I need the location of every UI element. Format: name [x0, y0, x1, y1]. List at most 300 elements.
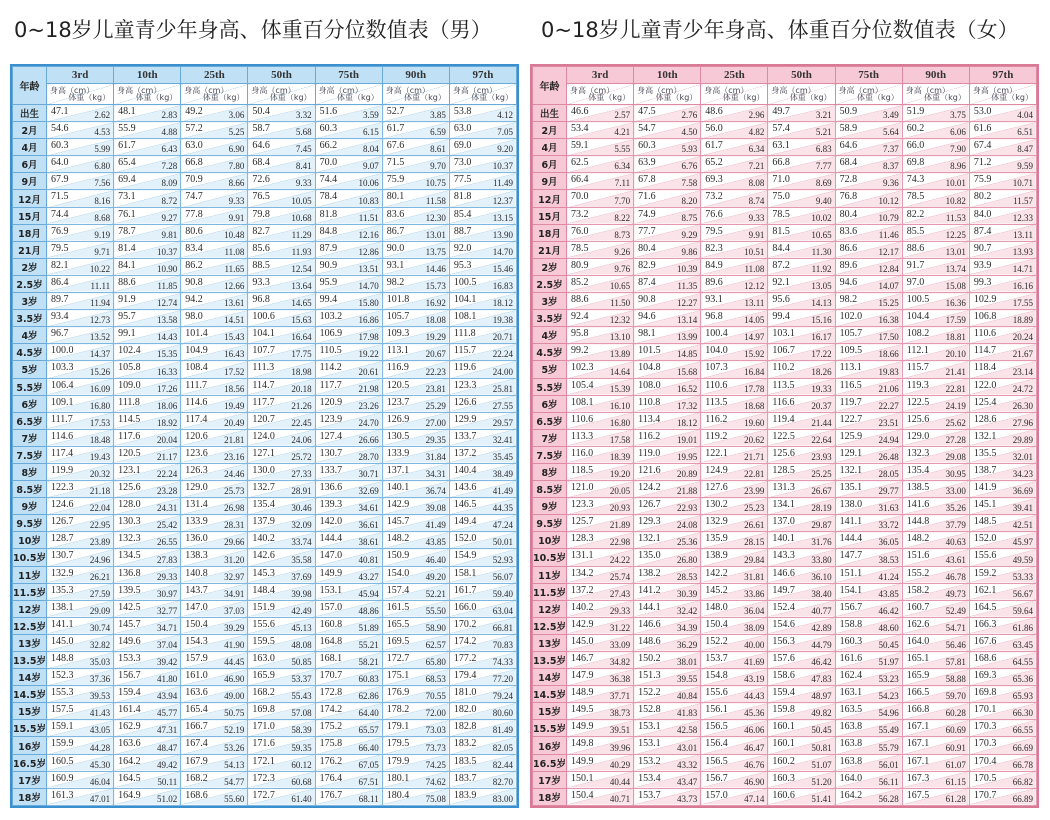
- value-cell: [181, 532, 248, 549]
- table-row: [533, 207, 1037, 224]
- value-cell: [969, 412, 1036, 429]
- weight-value: 29.33: [609, 605, 631, 616]
- height-value: 165.1: [906, 653, 930, 664]
- weight-value: 18.92: [157, 417, 178, 428]
- weight-value: 83.00: [492, 794, 513, 804]
- height-value: 124.6: [51, 499, 74, 511]
- weight-value: 9.33: [228, 195, 245, 206]
- height-value: 126.7: [51, 516, 74, 528]
- table-row: [13, 310, 517, 327]
- weight-value: 33.00: [945, 486, 966, 497]
- height-value: 78.7: [118, 225, 136, 237]
- value-cell: [969, 139, 1036, 156]
- value-cell: [634, 669, 701, 686]
- weight-value: 54.96: [878, 708, 899, 719]
- value-cell: [634, 378, 701, 395]
- weight-value: 37.36: [89, 674, 111, 685]
- value-cell: [248, 429, 315, 446]
- height-value: 132.1: [973, 430, 997, 442]
- weight-unit-label: 体重（kg）: [991, 93, 1033, 102]
- height-value: 133.7: [453, 430, 477, 442]
- value-cell: [449, 463, 516, 480]
- weight-value: 4.21: [614, 127, 631, 138]
- weight-value: 19.60: [744, 417, 765, 428]
- weight-value: 10.90: [157, 263, 178, 274]
- age-label: 9.5岁: [13, 515, 47, 532]
- height-value: 106.7: [772, 345, 795, 357]
- weight-value: 10.65: [811, 229, 832, 240]
- weight-value: 38.49: [492, 469, 513, 480]
- weight-value: 77.20: [492, 674, 513, 685]
- height-value: 85.5: [906, 225, 925, 237]
- table-row: [13, 190, 517, 207]
- value-cell: [701, 173, 768, 190]
- value-cell: [701, 498, 768, 515]
- value-cell: [114, 344, 181, 361]
- height-value: 81.8: [319, 208, 338, 220]
- height-value: 149.9: [571, 721, 594, 733]
- weight-value: 23.16: [224, 451, 245, 462]
- value-cell: [567, 190, 634, 207]
- weight-value: 82.70: [492, 776, 513, 787]
- weight-value: 24.08: [677, 520, 698, 531]
- weight-value: 16.16: [1012, 281, 1033, 292]
- value-cell: [969, 566, 1036, 583]
- weight-value: 53.33: [1012, 571, 1033, 582]
- value-cell: [114, 720, 181, 737]
- height-value: 81.5: [772, 225, 790, 237]
- weight-value: 24.46: [224, 469, 245, 480]
- weight-value: 46.40: [425, 554, 446, 565]
- value-cell: [315, 600, 382, 617]
- age-label: 13.5岁: [533, 652, 567, 669]
- value-cell: [902, 156, 969, 173]
- height-unit-label: 身高（cm）: [704, 86, 749, 95]
- value-cell: [701, 634, 768, 651]
- height-value: 128.0: [118, 499, 141, 511]
- height-value: 94.2: [185, 294, 203, 306]
- value-cell: [969, 190, 1036, 207]
- height-value: 134.1: [772, 499, 795, 511]
- height-value: 155.3: [51, 687, 74, 699]
- weight-value: 55.49: [878, 725, 899, 736]
- weight-value: 11.51: [358, 212, 379, 223]
- height-value: 120.7: [252, 413, 275, 425]
- value-cell: [768, 258, 835, 275]
- table-row: [13, 703, 517, 720]
- height-value: 71.5: [386, 157, 405, 169]
- value-cell: [47, 122, 114, 139]
- weight-value: 18.08: [425, 315, 446, 326]
- weight-value: 26.55: [157, 537, 178, 548]
- height-value: 122.1: [705, 447, 728, 459]
- age-label: 9岁: [13, 498, 47, 515]
- height-value: 63.0: [453, 123, 472, 135]
- height-value: 57.4: [772, 123, 790, 135]
- height-value: 100.0: [51, 345, 74, 357]
- value-cell: [315, 293, 382, 310]
- unit-header-cell: [248, 84, 315, 105]
- weight-value: 56.07: [492, 571, 513, 582]
- value-cell: [835, 498, 902, 515]
- value-cell: [248, 275, 315, 292]
- height-value: 139.5: [118, 584, 141, 596]
- height-value: 116.2: [638, 430, 661, 442]
- value-cell: [902, 498, 969, 515]
- value-cell: [768, 600, 835, 617]
- value-cell: [47, 771, 114, 788]
- value-cell: [634, 652, 701, 669]
- value-cell: [114, 446, 181, 463]
- height-value: 172.3: [252, 772, 275, 784]
- age-label: 2月: [13, 122, 47, 139]
- value-cell: [768, 275, 835, 292]
- weight-value: 46.76: [744, 759, 765, 770]
- weight-value: 8.69: [815, 178, 832, 189]
- value-cell: [768, 771, 835, 788]
- value-cell: [315, 771, 382, 788]
- weight-value: 15.35: [157, 349, 178, 360]
- height-value: 160.3: [839, 635, 863, 647]
- value-cell: [181, 122, 248, 139]
- height-value: 54.7: [638, 123, 656, 135]
- height-value: 119.0: [638, 447, 661, 459]
- weight-value: 50.45: [811, 725, 832, 736]
- weight-value: 44.28: [89, 742, 111, 753]
- value-cell: [181, 395, 248, 412]
- height-value: 132.9: [705, 516, 728, 528]
- value-cell: [701, 617, 768, 634]
- weight-value: 5.64: [882, 127, 899, 138]
- height-value: 151.9: [252, 601, 275, 613]
- value-cell: [248, 515, 315, 532]
- weight-value: 60.83: [358, 674, 379, 685]
- weight-value: 7.90: [950, 144, 966, 155]
- weight-value: 5.21: [815, 127, 832, 138]
- weight-value: 10.48: [224, 229, 245, 240]
- weight-value: 12.74: [157, 298, 178, 309]
- weight-value: 49.42: [157, 759, 178, 770]
- height-value: 77.8: [185, 208, 203, 220]
- value-cell: [902, 395, 969, 412]
- height-value: 131.4: [185, 499, 208, 511]
- value-cell: [567, 207, 634, 224]
- weight-value: 40.77: [811, 605, 832, 616]
- height-value: 76.5: [252, 191, 270, 203]
- height-value: 135.1: [839, 482, 863, 494]
- value-cell: [902, 224, 969, 241]
- weight-value: 29.89: [1012, 434, 1033, 445]
- weight-value: 13.99: [677, 332, 698, 343]
- weight-value: 40.71: [609, 794, 631, 804]
- age-label: 15月: [13, 207, 47, 224]
- height-value: 163.0: [252, 653, 275, 664]
- weight-value: 7.11: [614, 178, 631, 189]
- age-label: 7岁: [13, 429, 47, 446]
- value-cell: [382, 207, 449, 224]
- weight-value: 9.20: [497, 144, 513, 155]
- value-cell: [835, 207, 902, 224]
- weight-value: 16.80: [89, 400, 111, 411]
- value-cell: [768, 617, 835, 634]
- value-cell: [47, 788, 114, 805]
- value-cell: [835, 634, 902, 651]
- weight-value: 40.81: [358, 554, 379, 565]
- value-cell: [114, 122, 181, 139]
- age-label: 18月: [13, 224, 47, 241]
- value-cell: [634, 515, 701, 532]
- height-value: 146.6: [638, 618, 661, 630]
- weight-value: 41.69: [744, 657, 765, 668]
- weight-value: 38.01: [677, 657, 698, 668]
- height-value: 167.9: [185, 755, 208, 767]
- value-cell: [248, 669, 315, 686]
- value-cell: [835, 293, 902, 310]
- value-cell: [701, 327, 768, 344]
- value-cell: [382, 498, 449, 515]
- weight-value: 58.39: [291, 725, 312, 736]
- value-cell: [835, 703, 902, 720]
- height-value: 143.6: [453, 482, 477, 494]
- height-value: 123.7: [386, 396, 410, 408]
- weight-value: 73.03: [425, 725, 446, 736]
- value-cell: [701, 293, 768, 310]
- weight-value: 19.95: [677, 451, 698, 462]
- weight-value: 34.82: [609, 657, 631, 668]
- height-value: 141.2: [638, 584, 661, 596]
- height-value: 135.3: [51, 584, 74, 596]
- weight-value: 22.93: [677, 503, 698, 514]
- weight-value: 39.55: [677, 674, 698, 685]
- value-cell: [114, 737, 181, 754]
- value-cell: [701, 669, 768, 686]
- weight-value: 11.53: [945, 212, 966, 223]
- value-cell: [701, 686, 768, 703]
- value-cell: [835, 686, 902, 703]
- value-cell: [47, 634, 114, 651]
- value-cell: [181, 481, 248, 498]
- value-cell: [181, 617, 248, 634]
- height-value: 104.1: [453, 294, 477, 306]
- weight-value: 9.36: [882, 178, 899, 189]
- height-value: 141.1: [51, 618, 74, 630]
- value-cell: [701, 395, 768, 412]
- weight-value: 17.98: [358, 332, 379, 343]
- height-value: 148.6: [638, 635, 661, 647]
- value-cell: [567, 754, 634, 771]
- weight-value: 41.80: [157, 674, 178, 685]
- weight-value: 27.59: [89, 588, 111, 599]
- value-cell: [382, 412, 449, 429]
- value-cell: [768, 156, 835, 173]
- height-value: 156.3: [772, 635, 795, 647]
- height-value: 104.4: [906, 311, 930, 323]
- height-value: 120.6: [185, 430, 208, 442]
- height-value: 109.3: [386, 328, 410, 340]
- height-value: 87.4: [973, 225, 992, 237]
- value-cell: [567, 617, 634, 634]
- height-value: 172.7: [252, 789, 275, 801]
- value-cell: [701, 549, 768, 566]
- height-value: 54.6: [51, 123, 69, 135]
- value-cell: [47, 446, 114, 463]
- weight-value: 21.71: [744, 451, 765, 462]
- age-label: 4月: [533, 139, 567, 156]
- age-label: 15月: [533, 207, 567, 224]
- value-cell: [969, 395, 1036, 412]
- weight-value: 19.22: [358, 349, 379, 360]
- value-cell: [382, 293, 449, 310]
- value-cell: [567, 241, 634, 258]
- value-cell: [449, 634, 516, 651]
- table-row: [13, 258, 517, 275]
- table-row: [13, 549, 517, 566]
- value-cell: [768, 549, 835, 566]
- weight-value: 28.31: [224, 520, 245, 531]
- height-value: 82.2: [906, 208, 925, 220]
- weight-unit-label: 体重（kg）: [269, 93, 312, 102]
- value-cell: [701, 429, 768, 446]
- weight-value: 28.91: [291, 486, 312, 497]
- weight-value: 10.05: [291, 195, 312, 206]
- weight-value: 10.02: [811, 212, 832, 223]
- weight-value: 10.71: [1012, 178, 1033, 189]
- height-value: 105.8: [118, 362, 141, 374]
- value-cell: [181, 652, 248, 669]
- weight-value: 64.55: [1012, 657, 1033, 668]
- weight-value: 16.38: [878, 315, 899, 326]
- value-cell: [634, 771, 701, 788]
- value-cell: [114, 771, 181, 788]
- value-cell: [902, 207, 969, 224]
- height-value: 64.0: [51, 157, 69, 169]
- height-value: 67.8: [638, 174, 656, 186]
- weight-value: 53.37: [291, 674, 312, 685]
- weight-value: 13.15: [492, 212, 513, 223]
- percentile-header: 25th: [701, 67, 768, 84]
- weight-value: 41.90: [224, 640, 245, 650]
- weight-value: 14.71: [1012, 263, 1033, 274]
- value-cell: [315, 532, 382, 549]
- table-row: [533, 703, 1037, 720]
- table-row: [533, 122, 1037, 139]
- weight-value: 33.80: [811, 554, 832, 565]
- height-value: 146.7: [571, 653, 594, 664]
- value-cell: [567, 344, 634, 361]
- table-row: [13, 224, 517, 241]
- value-cell: [47, 515, 114, 532]
- weight-value: 21.44: [811, 417, 832, 428]
- weight-value: 6.06: [950, 127, 966, 138]
- weight-value: 48.08: [291, 640, 312, 650]
- height-value: 121.0: [571, 482, 594, 494]
- value-cell: [114, 156, 181, 173]
- weight-value: 18.39: [609, 451, 631, 462]
- weight-value: 21.06: [878, 383, 899, 394]
- table-row: [533, 361, 1037, 378]
- value-cell: [114, 532, 181, 549]
- height-value: 162.9: [118, 721, 141, 733]
- weight-value: 21.41: [945, 366, 966, 377]
- age-label: 6.5岁: [13, 412, 47, 429]
- height-value: 108.2: [906, 328, 930, 340]
- value-cell: [835, 566, 902, 583]
- weight-value: 62.86: [358, 691, 379, 702]
- weight-value: 20.93: [609, 503, 631, 514]
- weight-value: 14.51: [224, 315, 245, 326]
- value-cell: [567, 634, 634, 651]
- value-cell: [902, 241, 969, 258]
- weight-value: 17.32: [677, 400, 698, 411]
- height-value: 179.9: [386, 755, 410, 767]
- value-cell: [181, 788, 248, 805]
- age-label: 11.5岁: [533, 583, 567, 600]
- height-value: 164.2: [118, 755, 141, 767]
- height-value: 156.7: [705, 772, 728, 784]
- height-value: 149.9: [319, 567, 343, 579]
- weight-value: 24.72: [1012, 383, 1033, 394]
- height-value: 64.6: [252, 140, 270, 152]
- weight-value: 26.66: [358, 434, 379, 445]
- weight-value: 33.86: [744, 588, 765, 599]
- weight-value: 34.39: [677, 622, 698, 633]
- value-cell: [248, 703, 315, 720]
- height-value: 156.5: [705, 721, 728, 733]
- height-value: 113.5: [705, 396, 728, 408]
- percentile-header: 75th: [835, 67, 902, 84]
- value-cell: [835, 378, 902, 395]
- value-cell: [47, 310, 114, 327]
- weight-value: 10.01: [945, 178, 966, 189]
- value-cell: [969, 583, 1036, 600]
- height-value: 63.0: [185, 140, 203, 152]
- unit-header-cell: [382, 84, 449, 105]
- value-cell: [382, 105, 449, 122]
- height-value: 144.4: [319, 533, 343, 545]
- height-value: 61.7: [118, 140, 136, 152]
- height-value: 88.7: [453, 225, 472, 237]
- table-row: [13, 105, 517, 122]
- value-cell: [47, 429, 114, 446]
- weight-value: 20.05: [609, 486, 631, 497]
- age-label: 2.5岁: [13, 275, 47, 292]
- value-cell: [382, 737, 449, 754]
- height-value: 171.0: [252, 721, 275, 733]
- value-cell: [768, 481, 835, 498]
- height-value: 65.4: [118, 157, 136, 169]
- weight-value: 21.17: [157, 451, 178, 462]
- height-value: 110.8: [638, 396, 661, 408]
- value-cell: [634, 327, 701, 344]
- age-label: 6月: [533, 156, 567, 173]
- value-cell: [902, 293, 969, 310]
- table-row: [13, 771, 517, 788]
- value-cell: [902, 720, 969, 737]
- weight-value: 3.06: [228, 110, 245, 121]
- height-value: 157.9: [185, 653, 208, 664]
- value-cell: [315, 378, 382, 395]
- value-cell: [835, 361, 902, 378]
- value-cell: [768, 344, 835, 361]
- weight-value: 56.11: [878, 776, 899, 787]
- weight-value: 32.77: [157, 605, 178, 616]
- height-value: 150.2: [638, 653, 661, 664]
- weight-value: 47.24: [492, 520, 513, 531]
- height-value: 146.5: [453, 499, 477, 511]
- table-row: [13, 617, 517, 634]
- table-row: [13, 344, 517, 361]
- age-label: 出生: [13, 105, 47, 122]
